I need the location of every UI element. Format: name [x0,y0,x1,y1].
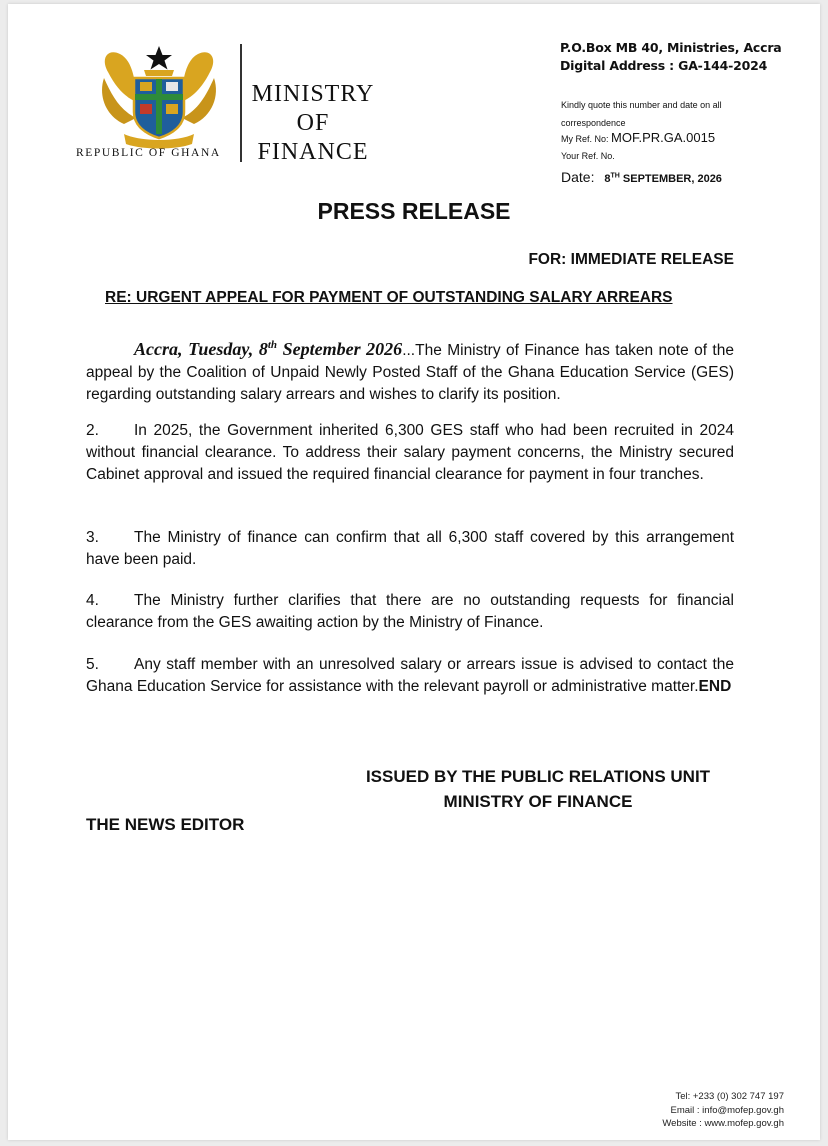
paragraph-1-text: ...The Ministry of Finance has taken note of the appeal by the Coalition of Unpaid Newly Posted Staff of the Ghana Education Service (GES) regarding outstanding salary arrears and wishes to clarify its position. [86,342,734,403]
my-ref-value: MOF.PR.GA.0015 [611,130,716,145]
paragraph-4-number: 4. [86,592,99,609]
news-editor-addressee: THE NEWS EDITOR [86,815,245,834]
paragraph-5 [86,654,734,698]
paragraph-2-text: In 2025, the Government inherited 6,300 GES staff who had been recruited in 2024 without financial clearance. To address their salary payment concerns, the Ministry secured Cabinet approval and issued the required financial clearance for payment in four tranches. [86,422,734,483]
paragraph-5-text: Any staff member with an unresolved salary or arrears issue is advised to contact the Ghana Education Service for assistance with the relevant payroll or administrative matter. [86,656,734,695]
paragraph-3-text: The Ministry of finance can confirm that all 6,300 staff covered by this arrangement have been paid. [86,529,734,568]
issued-by-block [338,764,738,814]
ministry-of-finance-title [242,80,384,167]
subject-line: RE: URGENT APPEAL FOR PAYMENT OF OUTSTANDING SALARY ARREARS [105,289,673,306]
paragraph-5-number: 5. [86,656,99,673]
postal-address [560,39,782,75]
date-value: 8TH SEPTEMBER, 2026 [604,172,722,185]
contact-email: Email : info@mofep.gov.gh [670,1104,784,1116]
my-reference [561,130,715,145]
my-ref-label: My Ref. No: [561,134,609,144]
republic-of-ghana-label: REPUBLIC OF GHANA [76,147,221,159]
quote-note-line-2: correspondence [561,118,626,128]
press-release-title: PRESS RELEASE [317,198,511,224]
paragraph-3 [86,527,734,571]
your-reference: Your Ref. No. [561,151,615,161]
ministry-line-2: OF [296,110,330,136]
date-label: Date: [561,169,595,185]
document-date [561,169,722,185]
issued-by-line-1: ISSUED BY THE PUBLIC RELATIONS UNIT [365,767,711,786]
contact-footer [568,1090,784,1131]
ghana-coat-of-arms-logo [94,42,224,150]
contact-phone: Tel: +233 (0) 302 747 197 [675,1091,784,1102]
dateline: Accra, Tuesday, 8th September 2026 [134,339,403,359]
ministry-line-1: MINISTRY [251,81,375,107]
contact-website: Website : www.mofep.gov.gh [662,1118,784,1129]
paragraph-4-text: The Ministry further clarifies that there are no outstanding requests for financial clearance from the GES awaiting action by the Ministry of Finance. [86,592,734,631]
issued-by-line-2: MINISTRY OF FINANCE [443,792,633,811]
quote-note [561,96,722,132]
end-marker: END [698,678,732,695]
paragraph-4 [86,590,734,634]
press-release-page [8,4,820,1140]
paragraph-2 [86,420,734,486]
quote-note-line-1: Kindly quote this number and date on all [561,100,722,110]
address-line-1: P.O.Box MB 40, Ministries, Accra [560,40,782,55]
paragraph-1 [86,334,734,406]
address-line-2: Digital Address : GA-144-2024 [560,58,768,73]
paragraph-2-number: 2. [86,422,99,439]
paragraph-3-number: 3. [86,529,99,546]
release-type: FOR: IMMEDIATE RELEASE [528,251,734,268]
ministry-line-3: FINANCE [257,139,369,165]
